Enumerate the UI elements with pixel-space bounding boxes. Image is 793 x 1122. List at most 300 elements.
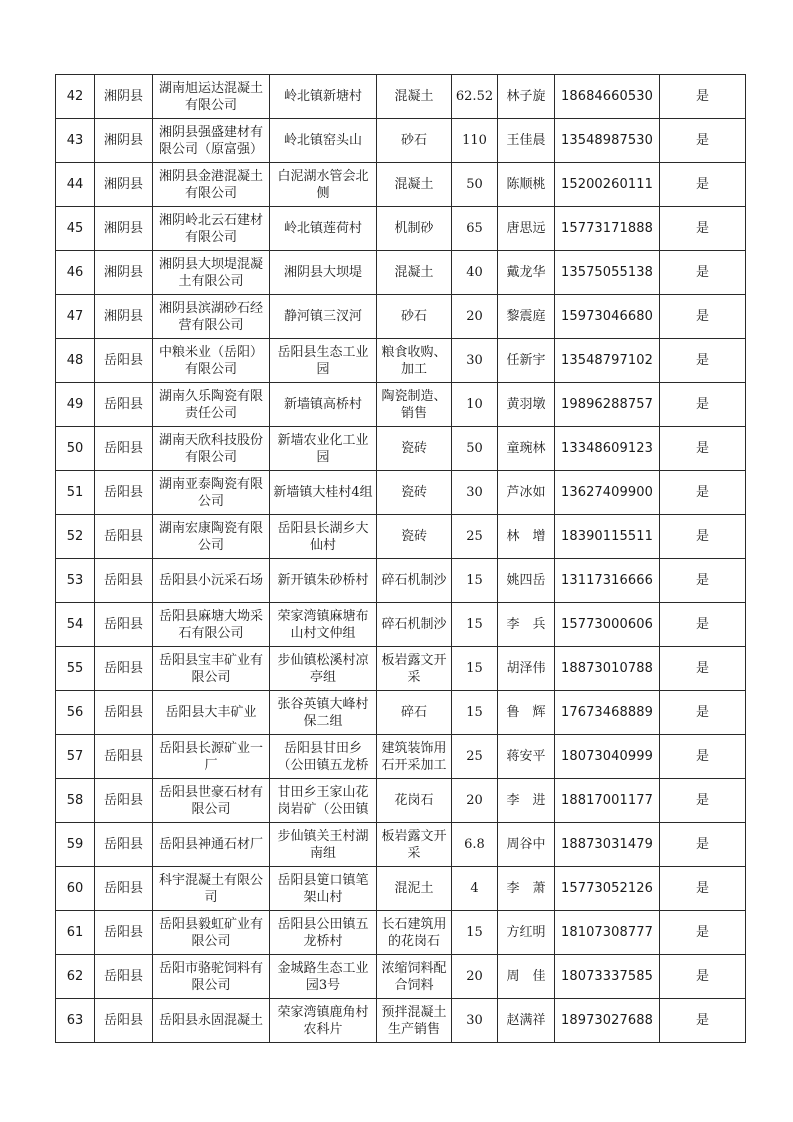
- contact-person-cell-text: 戴龙华: [506, 265, 546, 280]
- table-row: [56, 383, 746, 427]
- table-row: [56, 471, 746, 515]
- row-number: [56, 471, 95, 515]
- company-name-cell-text: 湖南旭运达混凝土有限公司: [158, 80, 263, 113]
- contact-person-cell-text: 李 兵: [506, 617, 546, 632]
- flag-cell: [660, 867, 746, 911]
- phone-cell-text: 18873031479: [560, 837, 654, 852]
- county-cell: [95, 427, 153, 471]
- amount-cell-text: 15: [466, 661, 483, 676]
- contact-person-cell: [498, 691, 555, 735]
- address-cell: [270, 691, 377, 735]
- phone-cell: [555, 559, 660, 603]
- row-number: [56, 383, 95, 427]
- address-cell-text: 新开镇朱砂桥村: [277, 573, 369, 588]
- county-cell-text: 岳阳县: [103, 793, 143, 808]
- product-cell-text: 混凝土: [394, 177, 434, 192]
- company-name-cell: [153, 779, 270, 823]
- contact-person-cell: [498, 603, 555, 647]
- amount-cell-text: 25: [466, 749, 483, 764]
- product-cell-text: 瓷砖: [400, 441, 427, 456]
- county-cell-text: 湘阴县: [103, 177, 143, 192]
- table-row: [56, 691, 746, 735]
- county-cell: [95, 559, 153, 603]
- phone-cell: [555, 647, 660, 691]
- amount-cell: [452, 691, 498, 735]
- phone-cell: [555, 603, 660, 647]
- product-cell: [377, 383, 452, 427]
- row-number: [56, 207, 95, 251]
- phone-cell: [555, 999, 660, 1043]
- product-cell: [377, 295, 452, 339]
- amount-cell: [452, 207, 498, 251]
- county-cell-text: 岳阳县: [103, 441, 143, 456]
- amount-cell-text: 20: [466, 793, 483, 808]
- county-cell: [95, 691, 153, 735]
- amount-cell-text: 15: [466, 705, 483, 720]
- company-name-cell: [153, 163, 270, 207]
- phone-cell-text: 13117316666: [560, 573, 654, 588]
- table-row: [56, 999, 746, 1043]
- address-cell: [270, 559, 377, 603]
- table-body: [56, 75, 746, 1043]
- flag-cell: [660, 251, 746, 295]
- county-cell: [95, 339, 153, 383]
- amount-cell-text: 110: [462, 133, 487, 148]
- amount-cell-text: 30: [466, 1013, 483, 1028]
- address-cell: [270, 735, 377, 779]
- address-cell-text: 岳阳县公田镇五龙桥村: [277, 916, 369, 949]
- county-cell: [95, 515, 153, 559]
- address-cell-text: 甘田乡王家山花岗岩矿（公田镇: [277, 784, 369, 817]
- amount-cell-text: 6.8: [464, 837, 485, 852]
- amount-cell-text: 15: [466, 617, 483, 632]
- row-number: [56, 779, 95, 823]
- amount-cell-text: 50: [466, 441, 483, 456]
- contact-person-cell: [498, 207, 555, 251]
- product-cell-text: 砂石: [400, 133, 427, 148]
- flag-cell: [660, 603, 746, 647]
- table-row: [56, 735, 746, 779]
- amount-cell-text: 10: [466, 397, 483, 412]
- amount-cell: [452, 75, 498, 119]
- company-name-cell-text: 湘阴县大坝堤混凝土有限公司: [158, 256, 263, 289]
- flag-cell: [660, 647, 746, 691]
- county-cell: [95, 75, 153, 119]
- address-cell-text: 新墙农业化工业园: [277, 432, 369, 465]
- company-name-cell-text: 湘阴县强盛建材有限公司（原富强）: [158, 124, 263, 157]
- contact-person-cell-text: 赵满祥: [506, 1013, 546, 1028]
- contact-person-cell: [498, 823, 555, 867]
- row-number-text: 60: [66, 881, 84, 896]
- contact-person-cell-text: 任新宇: [506, 353, 546, 368]
- contact-person-cell: [498, 647, 555, 691]
- row-number-text: 46: [66, 265, 84, 280]
- county-cell-text: 岳阳县: [103, 485, 143, 500]
- flag-cell: [660, 207, 746, 251]
- address-cell-text: 岭北镇窑头山: [283, 133, 362, 148]
- company-name-cell: [153, 867, 270, 911]
- row-number-text: 51: [66, 485, 84, 500]
- product-cell-text: 碎石: [400, 705, 427, 720]
- amount-cell: [452, 383, 498, 427]
- company-name-cell-text: 岳阳县大丰矿业: [165, 705, 257, 720]
- company-name-cell: [153, 999, 270, 1043]
- county-cell-text: 岳阳县: [103, 397, 143, 412]
- row-number: [56, 999, 95, 1043]
- row-number-text: 57: [66, 749, 84, 764]
- company-name-cell-text: 岳阳县长源矿业一厂: [158, 740, 263, 773]
- amount-cell-text: 30: [466, 353, 483, 368]
- row-number: [56, 75, 95, 119]
- table-row: [56, 119, 746, 163]
- product-cell-text: 碎石机制沙: [381, 573, 447, 588]
- phone-cell-text: 18073337585: [560, 969, 654, 984]
- company-name-cell-text: 科宇混凝土有限公司: [158, 872, 263, 905]
- address-cell-text: 岳阳县生态工业园: [277, 344, 369, 377]
- phone-cell: [555, 823, 660, 867]
- flag-cell-text: 是: [695, 529, 709, 544]
- table-row: [56, 647, 746, 691]
- company-name-cell: [153, 471, 270, 515]
- company-name-cell: [153, 911, 270, 955]
- flag-cell: [660, 559, 746, 603]
- row-number: [56, 163, 95, 207]
- contact-person-cell: [498, 911, 555, 955]
- contact-person-cell-text: 林 增: [506, 529, 546, 544]
- amount-cell: [452, 823, 498, 867]
- product-cell: [377, 823, 452, 867]
- product-cell: [377, 647, 452, 691]
- address-cell: [270, 295, 377, 339]
- company-name-cell: [153, 427, 270, 471]
- county-cell: [95, 295, 153, 339]
- company-name-cell-text: 岳阳县宝丰矿业有限公司: [158, 652, 263, 685]
- table-row: [56, 823, 746, 867]
- row-number-text: 43: [66, 133, 84, 148]
- contact-person-cell-text: 李 进: [506, 793, 546, 808]
- county-cell: [95, 779, 153, 823]
- company-name-cell: [153, 603, 270, 647]
- company-name-cell-text: 中粮米业（岳阳）有限公司: [158, 344, 263, 377]
- flag-cell-text: 是: [695, 969, 709, 984]
- county-cell: [95, 119, 153, 163]
- company-name-cell-text: 岳阳县神通石材厂: [158, 837, 263, 852]
- row-number-text: 63: [66, 1013, 84, 1028]
- address-cell-text: 张谷英镇大峰村保二组: [277, 696, 369, 729]
- flag-cell-text: 是: [695, 793, 709, 808]
- amount-cell-text: 15: [466, 925, 483, 940]
- phone-cell-text: 15200260111: [560, 177, 654, 192]
- row-number: [56, 735, 95, 779]
- address-cell-text: 岳阳县甘田乡（公田镇五龙桥: [277, 740, 369, 773]
- contact-person-cell: [498, 471, 555, 515]
- flag-cell-text: 是: [695, 265, 709, 280]
- company-name-cell-text: 岳阳县毅虹矿业有限公司: [158, 916, 263, 949]
- flag-cell: [660, 383, 746, 427]
- phone-cell-text: 18107308777: [560, 925, 654, 940]
- phone-cell-text: 13548797102: [560, 353, 654, 368]
- company-name-cell-text: 岳阳县麻塘大坳采石有限公司: [158, 608, 263, 641]
- contact-person-cell: [498, 295, 555, 339]
- county-cell: [95, 383, 153, 427]
- amount-cell: [452, 647, 498, 691]
- product-cell-text: 建筑装饰用石开采加工: [381, 740, 447, 773]
- product-cell-text: 浓缩饲料配合饲料: [381, 960, 447, 993]
- phone-cell: [555, 471, 660, 515]
- company-name-cell-text: 岳阳市骆驼饲料有限公司: [158, 960, 263, 993]
- phone-cell: [555, 75, 660, 119]
- county-cell: [95, 471, 153, 515]
- row-number-text: 61: [66, 925, 84, 940]
- product-cell-text: 机制砂: [394, 221, 434, 236]
- flag-cell: [660, 515, 746, 559]
- table-row: [56, 559, 746, 603]
- row-number: [56, 339, 95, 383]
- flag-cell-text: 是: [695, 221, 709, 236]
- contact-person-cell-text: 周 佳: [506, 969, 546, 984]
- address-cell: [270, 427, 377, 471]
- flag-cell: [660, 823, 746, 867]
- phone-cell-text: 15773171888: [560, 221, 654, 236]
- county-cell-text: 岳阳县: [103, 749, 143, 764]
- address-cell-text: 荣家湾镇鹿角村农科片: [277, 1004, 369, 1037]
- county-cell: [95, 955, 153, 999]
- phone-cell-text: 17673468889: [560, 705, 654, 720]
- contact-person-cell-text: 陈顺桃: [506, 177, 546, 192]
- phone-cell: [555, 515, 660, 559]
- flag-cell-text: 是: [695, 749, 709, 764]
- contact-person-cell-text: 唐思远: [506, 221, 546, 236]
- address-cell-text: 荣家湾镇麻塘布山村文仲组: [277, 608, 369, 641]
- enterprise-table: [55, 74, 746, 1043]
- county-cell-text: 岳阳县: [103, 529, 143, 544]
- amount-cell: [452, 427, 498, 471]
- table-row: [56, 603, 746, 647]
- product-cell-text: 混凝土: [394, 89, 434, 104]
- company-name-cell-text: 湘阴岭北云石建材有限公司: [158, 212, 263, 245]
- product-cell: [377, 427, 452, 471]
- row-number-text: 50: [66, 441, 84, 456]
- county-cell-text: 岳阳县: [103, 705, 143, 720]
- contact-person-cell: [498, 383, 555, 427]
- flag-cell-text: 是: [695, 441, 709, 456]
- row-number: [56, 911, 95, 955]
- table-row: [56, 779, 746, 823]
- amount-cell: [452, 911, 498, 955]
- row-number-text: 49: [66, 397, 84, 412]
- product-cell: [377, 339, 452, 383]
- company-name-cell: [153, 955, 270, 999]
- product-cell-text: 板岩露文开采: [381, 828, 447, 861]
- company-name-cell: [153, 559, 270, 603]
- phone-cell-text: 15773000606: [560, 617, 654, 632]
- address-cell: [270, 911, 377, 955]
- phone-cell-text: 18073040999: [560, 749, 654, 764]
- county-cell: [95, 823, 153, 867]
- address-cell: [270, 383, 377, 427]
- phone-cell: [555, 779, 660, 823]
- amount-cell: [452, 339, 498, 383]
- county-cell-text: 湘阴县: [103, 133, 143, 148]
- product-cell-text: 砂石: [400, 309, 427, 324]
- row-number: [56, 691, 95, 735]
- company-name-cell: [153, 691, 270, 735]
- county-cell-text: 岳阳县: [103, 925, 143, 940]
- phone-cell: [555, 383, 660, 427]
- row-number: [56, 515, 95, 559]
- row-number-text: 55: [66, 661, 84, 676]
- table-row: [56, 75, 746, 119]
- amount-cell-text: 20: [466, 309, 483, 324]
- row-number: [56, 647, 95, 691]
- county-cell-text: 岳阳县: [103, 661, 143, 676]
- county-cell: [95, 999, 153, 1043]
- phone-cell: [555, 163, 660, 207]
- contact-person-cell-text: 林子旋: [506, 89, 546, 104]
- row-number: [56, 427, 95, 471]
- flag-cell-text: 是: [695, 881, 709, 896]
- county-cell-text: 岳阳县: [103, 573, 143, 588]
- table-row: [56, 163, 746, 207]
- phone-cell: [555, 339, 660, 383]
- phone-cell-text: 13548987530: [560, 133, 654, 148]
- table-row: [56, 295, 746, 339]
- flag-cell-text: 是: [695, 397, 709, 412]
- county-cell: [95, 251, 153, 295]
- amount-cell: [452, 867, 498, 911]
- address-cell-text: 新墙镇高桥村: [283, 397, 362, 412]
- product-cell-text: 板岩露文开采: [381, 652, 447, 685]
- amount-cell-text: 4: [470, 881, 479, 896]
- company-name-cell: [153, 383, 270, 427]
- phone-cell: [555, 295, 660, 339]
- table-row: [56, 427, 746, 471]
- county-cell: [95, 867, 153, 911]
- product-cell-text: 碎石机制沙: [381, 617, 447, 632]
- contact-person-cell: [498, 867, 555, 911]
- address-cell: [270, 471, 377, 515]
- product-cell-text: 陶瓷制造、销售: [381, 388, 447, 421]
- row-number-text: 44: [66, 177, 84, 192]
- product-cell: [377, 999, 452, 1043]
- contact-person-cell: [498, 955, 555, 999]
- address-cell-text: 静河镇三汊河: [283, 309, 362, 324]
- amount-cell: [452, 735, 498, 779]
- contact-person-cell-text: 王佳晨: [506, 133, 546, 148]
- contact-person-cell: [498, 427, 555, 471]
- contact-person-cell: [498, 163, 555, 207]
- address-cell-text: 湘阴县大坝堤: [283, 265, 362, 280]
- product-cell: [377, 471, 452, 515]
- company-name-cell-text: 岳阳县永固混凝土: [158, 1013, 263, 1028]
- phone-cell-text: 19896288757: [560, 397, 654, 412]
- company-name-cell-text: 湘阴县金港混凝土有限公司: [158, 168, 263, 201]
- row-number-text: 48: [66, 353, 84, 368]
- county-cell: [95, 647, 153, 691]
- address-cell: [270, 999, 377, 1043]
- product-cell-text: 预拌混凝土生产销售: [381, 1004, 447, 1037]
- address-cell: [270, 603, 377, 647]
- phone-cell: [555, 911, 660, 955]
- table-row: [56, 515, 746, 559]
- county-cell: [95, 207, 153, 251]
- flag-cell-text: 是: [695, 617, 709, 632]
- flag-cell-text: 是: [695, 177, 709, 192]
- contact-person-cell-text: 蒋安平: [506, 749, 546, 764]
- product-cell: [377, 867, 452, 911]
- product-cell: [377, 251, 452, 295]
- company-name-cell: [153, 823, 270, 867]
- address-cell-text: 岳阳县长湖乡大仙村: [277, 520, 369, 553]
- phone-cell-text: 18684660530: [560, 89, 654, 104]
- contact-person-cell: [498, 999, 555, 1043]
- phone-cell: [555, 955, 660, 999]
- product-cell-text: 长石建筑用的花岗石: [381, 916, 447, 949]
- contact-person-cell: [498, 251, 555, 295]
- contact-person-cell: [498, 559, 555, 603]
- address-cell-text: 步仙镇关王村湖南组: [277, 828, 369, 861]
- contact-person-cell: [498, 735, 555, 779]
- product-cell: [377, 911, 452, 955]
- flag-cell-text: 是: [695, 89, 709, 104]
- county-cell: [95, 603, 153, 647]
- company-name-cell: [153, 515, 270, 559]
- county-cell-text: 岳阳县: [103, 353, 143, 368]
- amount-cell: [452, 559, 498, 603]
- company-name-cell-text: 湖南天欣科技股份有限公司: [158, 432, 263, 465]
- phone-cell-text: 18973027688: [560, 1013, 654, 1028]
- flag-cell: [660, 779, 746, 823]
- company-name-cell: [153, 735, 270, 779]
- address-cell: [270, 647, 377, 691]
- row-number-text: 47: [66, 309, 84, 324]
- product-cell: [377, 515, 452, 559]
- amount-cell: [452, 603, 498, 647]
- company-name-cell: [153, 647, 270, 691]
- company-name-cell-text: 岳阳县小沅采石场: [158, 573, 263, 588]
- company-name-cell-text: 湖南久乐陶瓷有限责任公司: [158, 388, 263, 421]
- contact-person-cell-text: 芦冰如: [506, 485, 546, 500]
- county-cell-text: 岳阳县: [103, 1013, 143, 1028]
- amount-cell: [452, 163, 498, 207]
- flag-cell-text: 是: [695, 837, 709, 852]
- table-row: [56, 867, 746, 911]
- flag-cell-text: 是: [695, 1013, 709, 1028]
- table-row: [56, 911, 746, 955]
- flag-cell: [660, 75, 746, 119]
- product-cell: [377, 691, 452, 735]
- amount-cell-text: 65: [466, 221, 483, 236]
- phone-cell-text: 18390115511: [560, 529, 654, 544]
- phone-cell-text: 18873010788: [560, 661, 654, 676]
- phone-cell: [555, 735, 660, 779]
- address-cell-text: 岳阳县筻口镇笔架山村: [277, 872, 369, 905]
- flag-cell: [660, 691, 746, 735]
- product-cell: [377, 735, 452, 779]
- phone-cell: [555, 691, 660, 735]
- flag-cell-text: 是: [695, 705, 709, 720]
- product-cell-text: 花岗石: [394, 793, 434, 808]
- row-number-text: 56: [66, 705, 84, 720]
- county-cell-text: 岳阳县: [103, 881, 143, 896]
- county-cell-text: 岳阳县: [103, 617, 143, 632]
- amount-cell: [452, 515, 498, 559]
- amount-cell-text: 20: [466, 969, 483, 984]
- company-name-cell: [153, 207, 270, 251]
- product-cell: [377, 955, 452, 999]
- contact-person-cell: [498, 515, 555, 559]
- flag-cell-text: 是: [695, 661, 709, 676]
